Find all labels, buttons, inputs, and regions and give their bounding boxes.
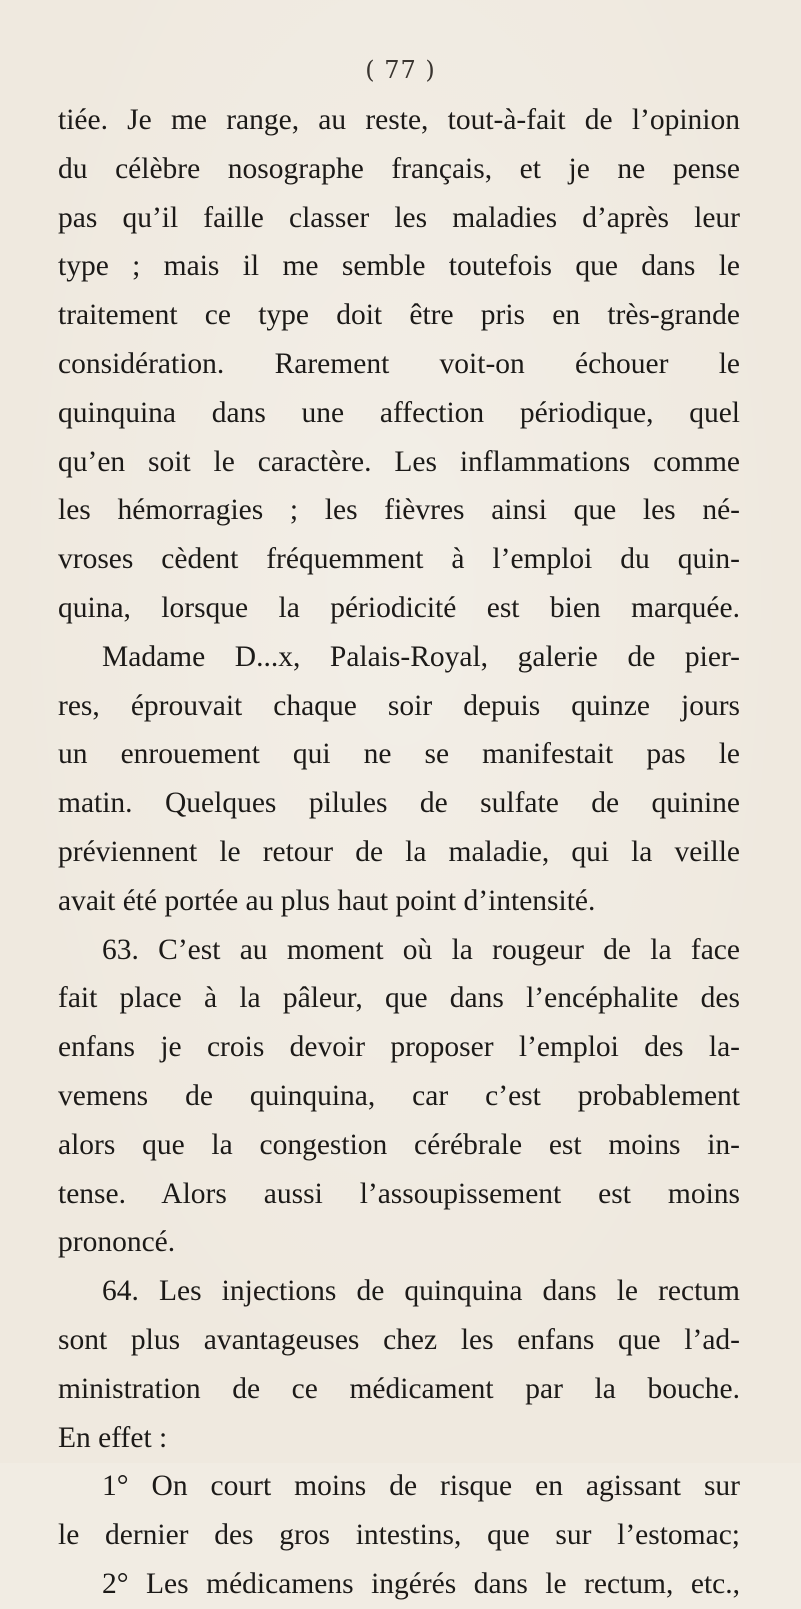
text-line: alors que la congestion cérébrale est moins in- (58, 1128, 740, 1161)
text-line: qu’en soit le caractère. Les inflammations comme (58, 445, 740, 478)
text-line: 2° Les médicamens ingérés dans le rectum, etc., (102, 1567, 740, 1600)
text-line: matin. Quelques pilules de sulfate de quinine (58, 787, 740, 820)
text-line: préviennent le retour de la maladie, qui la veille (58, 835, 740, 868)
text-line: En effet : (58, 1421, 168, 1454)
page-number: ( 77 ) (365, 56, 436, 84)
text-line: le dernier des gros intestins, que sur l’estomac; (58, 1519, 740, 1552)
text-line: sont plus avantageuses chez les enfans que l’ad- (58, 1323, 740, 1356)
body-text (58, 96, 740, 1609)
text-line: fait place à la pâleur, que dans l’encéphalite des (58, 982, 740, 1015)
text-line: res, éprouvait chaque soir depuis quinze jours (58, 689, 740, 722)
text-line: avait été portée au plus haut point d’intensité. (58, 884, 596, 917)
text-line: 64. Les injections de quinquina dans le rectum (102, 1275, 740, 1308)
text-line: traitement ce type doit être pris en très-grande (58, 299, 740, 332)
text-line: quinquina dans une affection périodique, quel (58, 396, 740, 429)
text-line: un enrouement qui ne se manifestait pas le (58, 738, 740, 771)
text-line: les hémorragies ; les fièvres ainsi que les né- (58, 494, 740, 527)
text-line: Madame D...x, Palais-Royal, galerie de pier- (102, 640, 740, 673)
text-line: 1° On court moins de risque en agissant sur (102, 1470, 740, 1503)
text-line: quina, lorsque la périodicité est bien marquée. (58, 591, 740, 624)
text-line: pas qu’il faille classer les maladies d’après leur (58, 201, 740, 234)
text-line: prononcé. (58, 1226, 176, 1259)
text-line: tiée. Je me range, au reste, tout-à-fait de l’opinion (58, 104, 740, 136)
text-line: vroses cèdent fréquemment à l’emploi du quin- (58, 543, 740, 576)
text-line: enfans je crois devoir proposer l’emploi des la- (58, 1031, 740, 1064)
text-line: tense. Alors aussi l’assoupissement est moins (58, 1177, 740, 1210)
text-line: du célèbre nosographe français, et je ne pense (58, 152, 740, 185)
text-line: type ; mais il me semble toutefois que dans le (58, 250, 740, 283)
text-line: considération. Rarement voit-on échouer le (58, 347, 740, 380)
text-line: ministration de ce médicament par la bouche. (58, 1372, 740, 1405)
text-line: 63. C’est au moment où la rougeur de la face (102, 933, 740, 966)
text-line: vemens de quinquina, car c’est probablement (58, 1079, 740, 1112)
